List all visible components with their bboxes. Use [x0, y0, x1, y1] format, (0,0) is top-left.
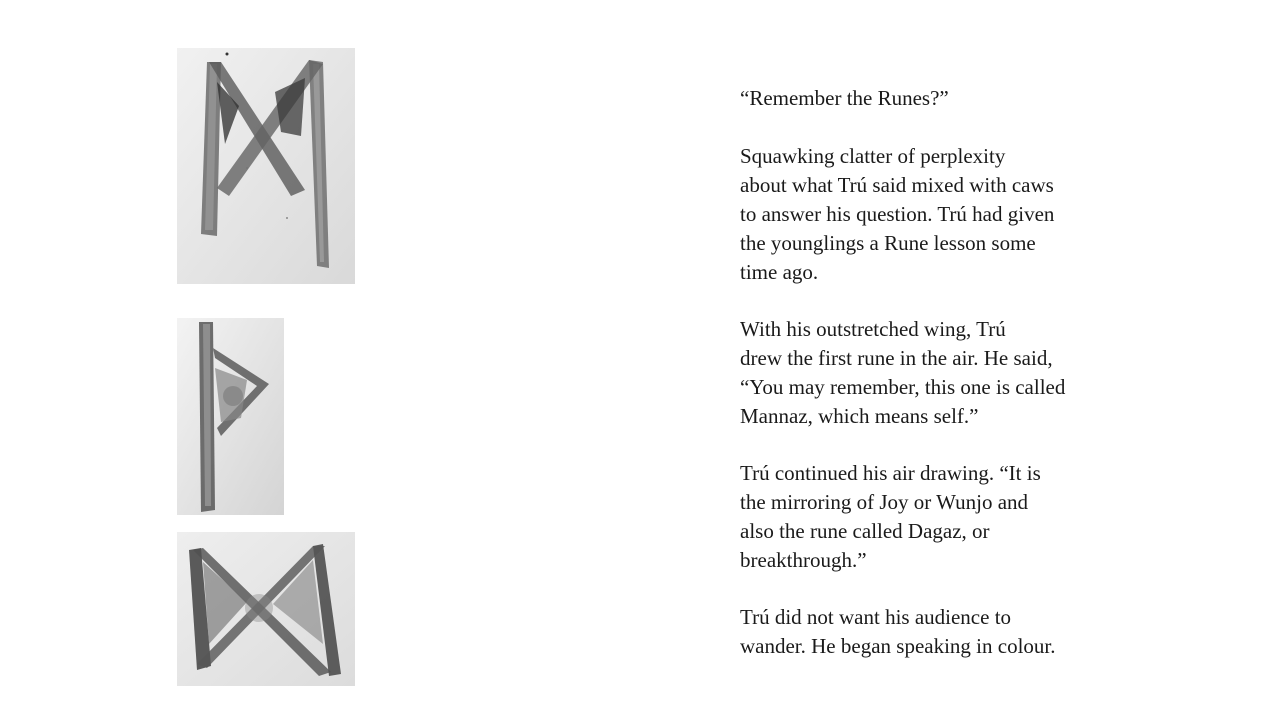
paragraph-speaking-colour: Trú did not want his audience to wander. He began speaking in colour.: [740, 605, 1056, 658]
paragraph-squawking: Squawking clatter of perplexity about what Trú said mixed with caws to answer his question. Trú had given the younglings a Rune lesson some time ago.: [740, 144, 1055, 284]
dagaz-rune-icon: [177, 532, 355, 686]
dagaz-rune-image: [177, 532, 355, 686]
heading-quote: “Remember the Runes?”: [740, 86, 949, 110]
mannaz-rune-image: [177, 48, 355, 284]
paragraph-outstretched-wing: With his outstretched wing, Trú drew the first rune in the air. He said, “You may remember, this one is called Mannaz, which means self.”: [740, 317, 1066, 428]
wunjo-rune-icon: [177, 318, 284, 515]
story-text: [740, 84, 1140, 689]
paragraph-air-drawing: Trú continued his air drawing. “It is the mirroring of Joy or Wunjo and also the rune called Dagaz, or breakthrough.”: [740, 461, 1041, 572]
mannaz-rune-icon: [177, 48, 355, 284]
wunjo-rune-image: [177, 318, 284, 515]
